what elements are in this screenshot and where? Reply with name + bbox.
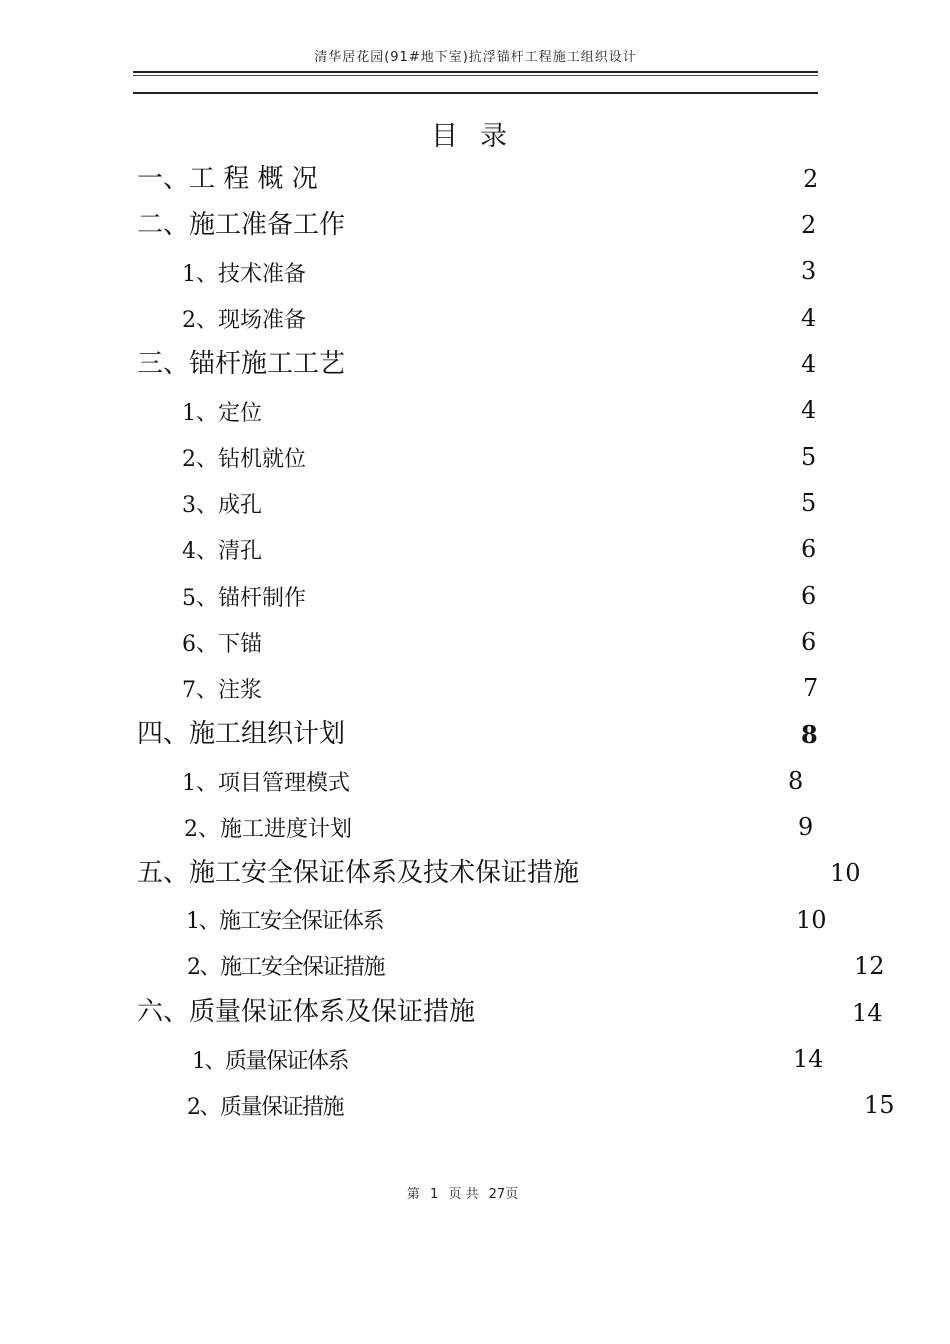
toc-entry-14[interactable]: 1、项目管理模式	[182, 771, 350, 796]
toc-page-17: 10	[796, 906, 827, 934]
toc-page-19: 14	[852, 999, 883, 1027]
footer-current-page: 1	[429, 1187, 439, 1202]
toc-page-9: 6	[801, 535, 817, 563]
toc-page-8: 5	[801, 489, 817, 517]
footer-mid: 页 共	[448, 1187, 479, 1202]
toc-entry-6[interactable]: 1、定位	[182, 401, 262, 426]
toc-entry-4[interactable]: 2、现场准备	[182, 308, 306, 333]
toc-entry-1[interactable]: 一、工 程 概 况	[137, 164, 318, 194]
toc-entry-21[interactable]: 2、质量保证措施	[187, 1095, 343, 1120]
footer-total-pages: 27页	[488, 1187, 519, 1202]
toc-page-13: 8	[801, 720, 818, 749]
toc-entry-20[interactable]: 1、质量保证体系	[192, 1049, 348, 1074]
toc-entry-7[interactable]: 2、钻机就位	[182, 447, 306, 472]
toc-entry-11[interactable]: 6、下锚	[182, 632, 262, 657]
toc-page-6: 4	[801, 396, 817, 424]
header-rule-top	[133, 71, 818, 73]
toc-page-10: 6	[801, 582, 817, 610]
toc-entry-5[interactable]: 三、锚杆施工工艺	[137, 349, 346, 379]
toc-page-16: 10	[830, 859, 861, 887]
toc-entry-17[interactable]: 1、施工安全保证体系	[186, 909, 383, 934]
toc-page-2: 2	[801, 211, 817, 239]
toc-entry-10[interactable]: 5、锚杆制作	[182, 586, 306, 611]
toc-entry-8[interactable]: 3、成孔	[182, 493, 262, 518]
toc-page-18: 12	[854, 952, 885, 980]
toc-entry-18[interactable]: 2、施工安全保证措施	[187, 955, 384, 980]
page-footer	[0, 1183, 925, 1202]
toc-entry-9[interactable]: 4、清孔	[182, 539, 262, 564]
running-header: 清华居花园(91#地下室)抗浮锚杆工程施工组织设计	[314, 50, 637, 65]
toc-entry-15[interactable]: 2、施工进度计划	[184, 817, 352, 842]
header-rule-bottom	[133, 92, 818, 94]
toc-page-3: 3	[801, 257, 817, 285]
toc-title: 目录	[431, 121, 529, 152]
toc-page-4: 4	[801, 304, 817, 332]
toc-page-14: 8	[788, 767, 804, 795]
toc-page-12: 7	[803, 674, 819, 702]
toc-page-11: 6	[801, 628, 817, 656]
toc-entry-12[interactable]: 7、注浆	[182, 678, 262, 703]
toc-entry-3[interactable]: 1、技术准备	[182, 262, 306, 287]
toc-page-15: 9	[798, 813, 814, 841]
toc-entry-16[interactable]: 五、施工安全保证体系及技术保证措施	[137, 858, 580, 888]
toc-entry-2[interactable]: 二、施工准备工作	[137, 210, 346, 240]
toc-entry-19[interactable]: 六、质量保证体系及保证措施	[137, 997, 476, 1027]
toc-page-21: 15	[864, 1091, 895, 1119]
header-rule-double	[133, 75, 818, 76]
toc-entry-13[interactable]: 四、施工组织计划	[137, 719, 346, 749]
toc-page-5: 4	[801, 350, 817, 378]
toc-page-7: 5	[801, 443, 817, 471]
footer-prefix: 第	[406, 1187, 420, 1202]
toc-page-1: 2	[803, 165, 819, 193]
toc-page-20: 14	[793, 1045, 824, 1073]
